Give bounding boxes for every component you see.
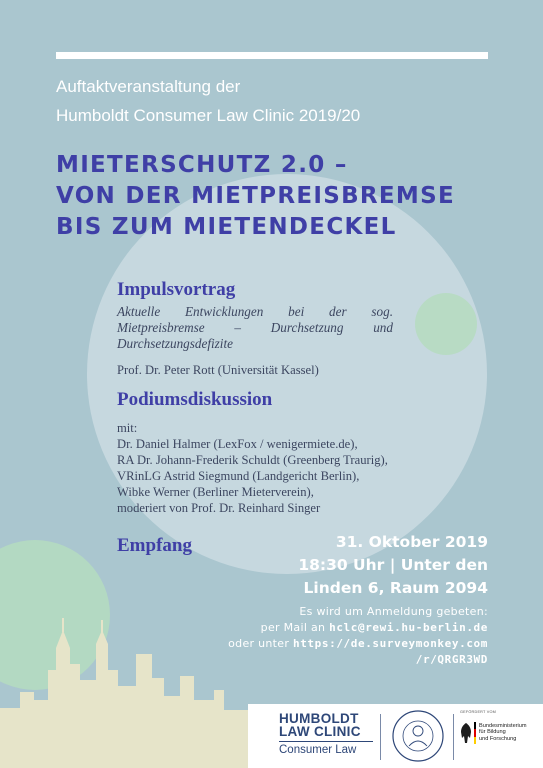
green-circle-decoration xyxy=(415,293,477,355)
hlc-logo-line2: LAW CLINIC xyxy=(279,724,361,739)
headline-line1: MIETERSCHUTZ 2.0 – xyxy=(56,152,348,178)
page-title xyxy=(56,150,455,243)
ministry-line3: und Forschung xyxy=(479,735,517,742)
list-item: VRinLG Astrid Siegmund (Landgericht Berlin), xyxy=(117,469,360,483)
university-seal-icon xyxy=(390,708,446,764)
registration-url-link-continued[interactable]: /r/QRGR3WD xyxy=(415,653,488,666)
headline-line3: BIS ZUM MIETENDECKEL xyxy=(56,214,397,240)
headline-line2: VON DER MIETPREISBREMSE xyxy=(56,183,455,209)
registration-email-link[interactable]: hclc@rewi.hu-berlin.de xyxy=(329,621,488,634)
registration-url-link[interactable]: https://de.surveymonkey.com xyxy=(292,637,488,650)
registration-mail-prefix: per Mail an xyxy=(260,621,330,634)
event-date-location xyxy=(298,531,488,600)
impulsvortrag-speaker: Prof. Dr. Peter Rott (Universität Kassel) xyxy=(117,363,319,377)
top-divider-bar xyxy=(56,52,488,59)
registration-url-prefix: oder unter xyxy=(228,637,293,650)
event-subtitle-line2: Humboldt Consumer Law Clinic 2019/20 xyxy=(56,106,361,125)
hlc-logo-line1: HUMBOLDT xyxy=(279,711,359,726)
event-date: 31. Oktober 2019 xyxy=(335,533,488,551)
podiumsdiskussion-title: Podiumsdiskussion xyxy=(117,389,273,410)
ministry-line1: Bundesministerium xyxy=(479,723,527,729)
participant-list xyxy=(117,436,388,516)
logo-divider xyxy=(380,714,381,760)
list-item: RA Dr. Johann-Frederik Schuldt (Greenberg Traurig), xyxy=(117,453,388,467)
impulsvortrag-description: Aktuelle Entwicklungen bei der sog. Mietpreisbremse – Durchsetzung und Durchsetzungsdefizite xyxy=(117,304,393,351)
list-item: moderiert von Prof. Dr. Reinhard Singer xyxy=(117,501,321,515)
hlc-logo-underline xyxy=(279,741,373,742)
registration-line1: Es wird um Anmeldung gebeten: xyxy=(299,605,488,618)
event-time-location-line2: Linden 6, Raum 2094 xyxy=(303,579,488,597)
ministry-line2: für Bildung xyxy=(479,729,506,736)
list-item: Dr. Daniel Halmer (LexFox / wenigermiete.de), xyxy=(117,437,358,451)
footer-logo-bar xyxy=(248,704,543,768)
logo-divider xyxy=(453,714,454,760)
event-time-location-line1: 18:30 Uhr | Unter den xyxy=(298,556,488,574)
german-eagle-icon xyxy=(460,722,472,744)
empfang-title: Empfang xyxy=(117,535,192,556)
event-subtitle-line1: Auftaktveranstaltung der xyxy=(56,77,241,96)
impulsvortrag-title: Impulsvortrag xyxy=(117,279,236,300)
ministry-name xyxy=(479,723,527,742)
sponsor-label: GEFÖRDERT VOM xyxy=(460,710,497,714)
german-flag-stripe xyxy=(474,722,476,744)
list-item: Wibke Werner (Berliner Mieterverein), xyxy=(117,485,314,499)
hlc-logo-subtitle: Consumer Law xyxy=(279,744,357,756)
podiumsdiskussion-intro: mit: xyxy=(117,421,138,435)
